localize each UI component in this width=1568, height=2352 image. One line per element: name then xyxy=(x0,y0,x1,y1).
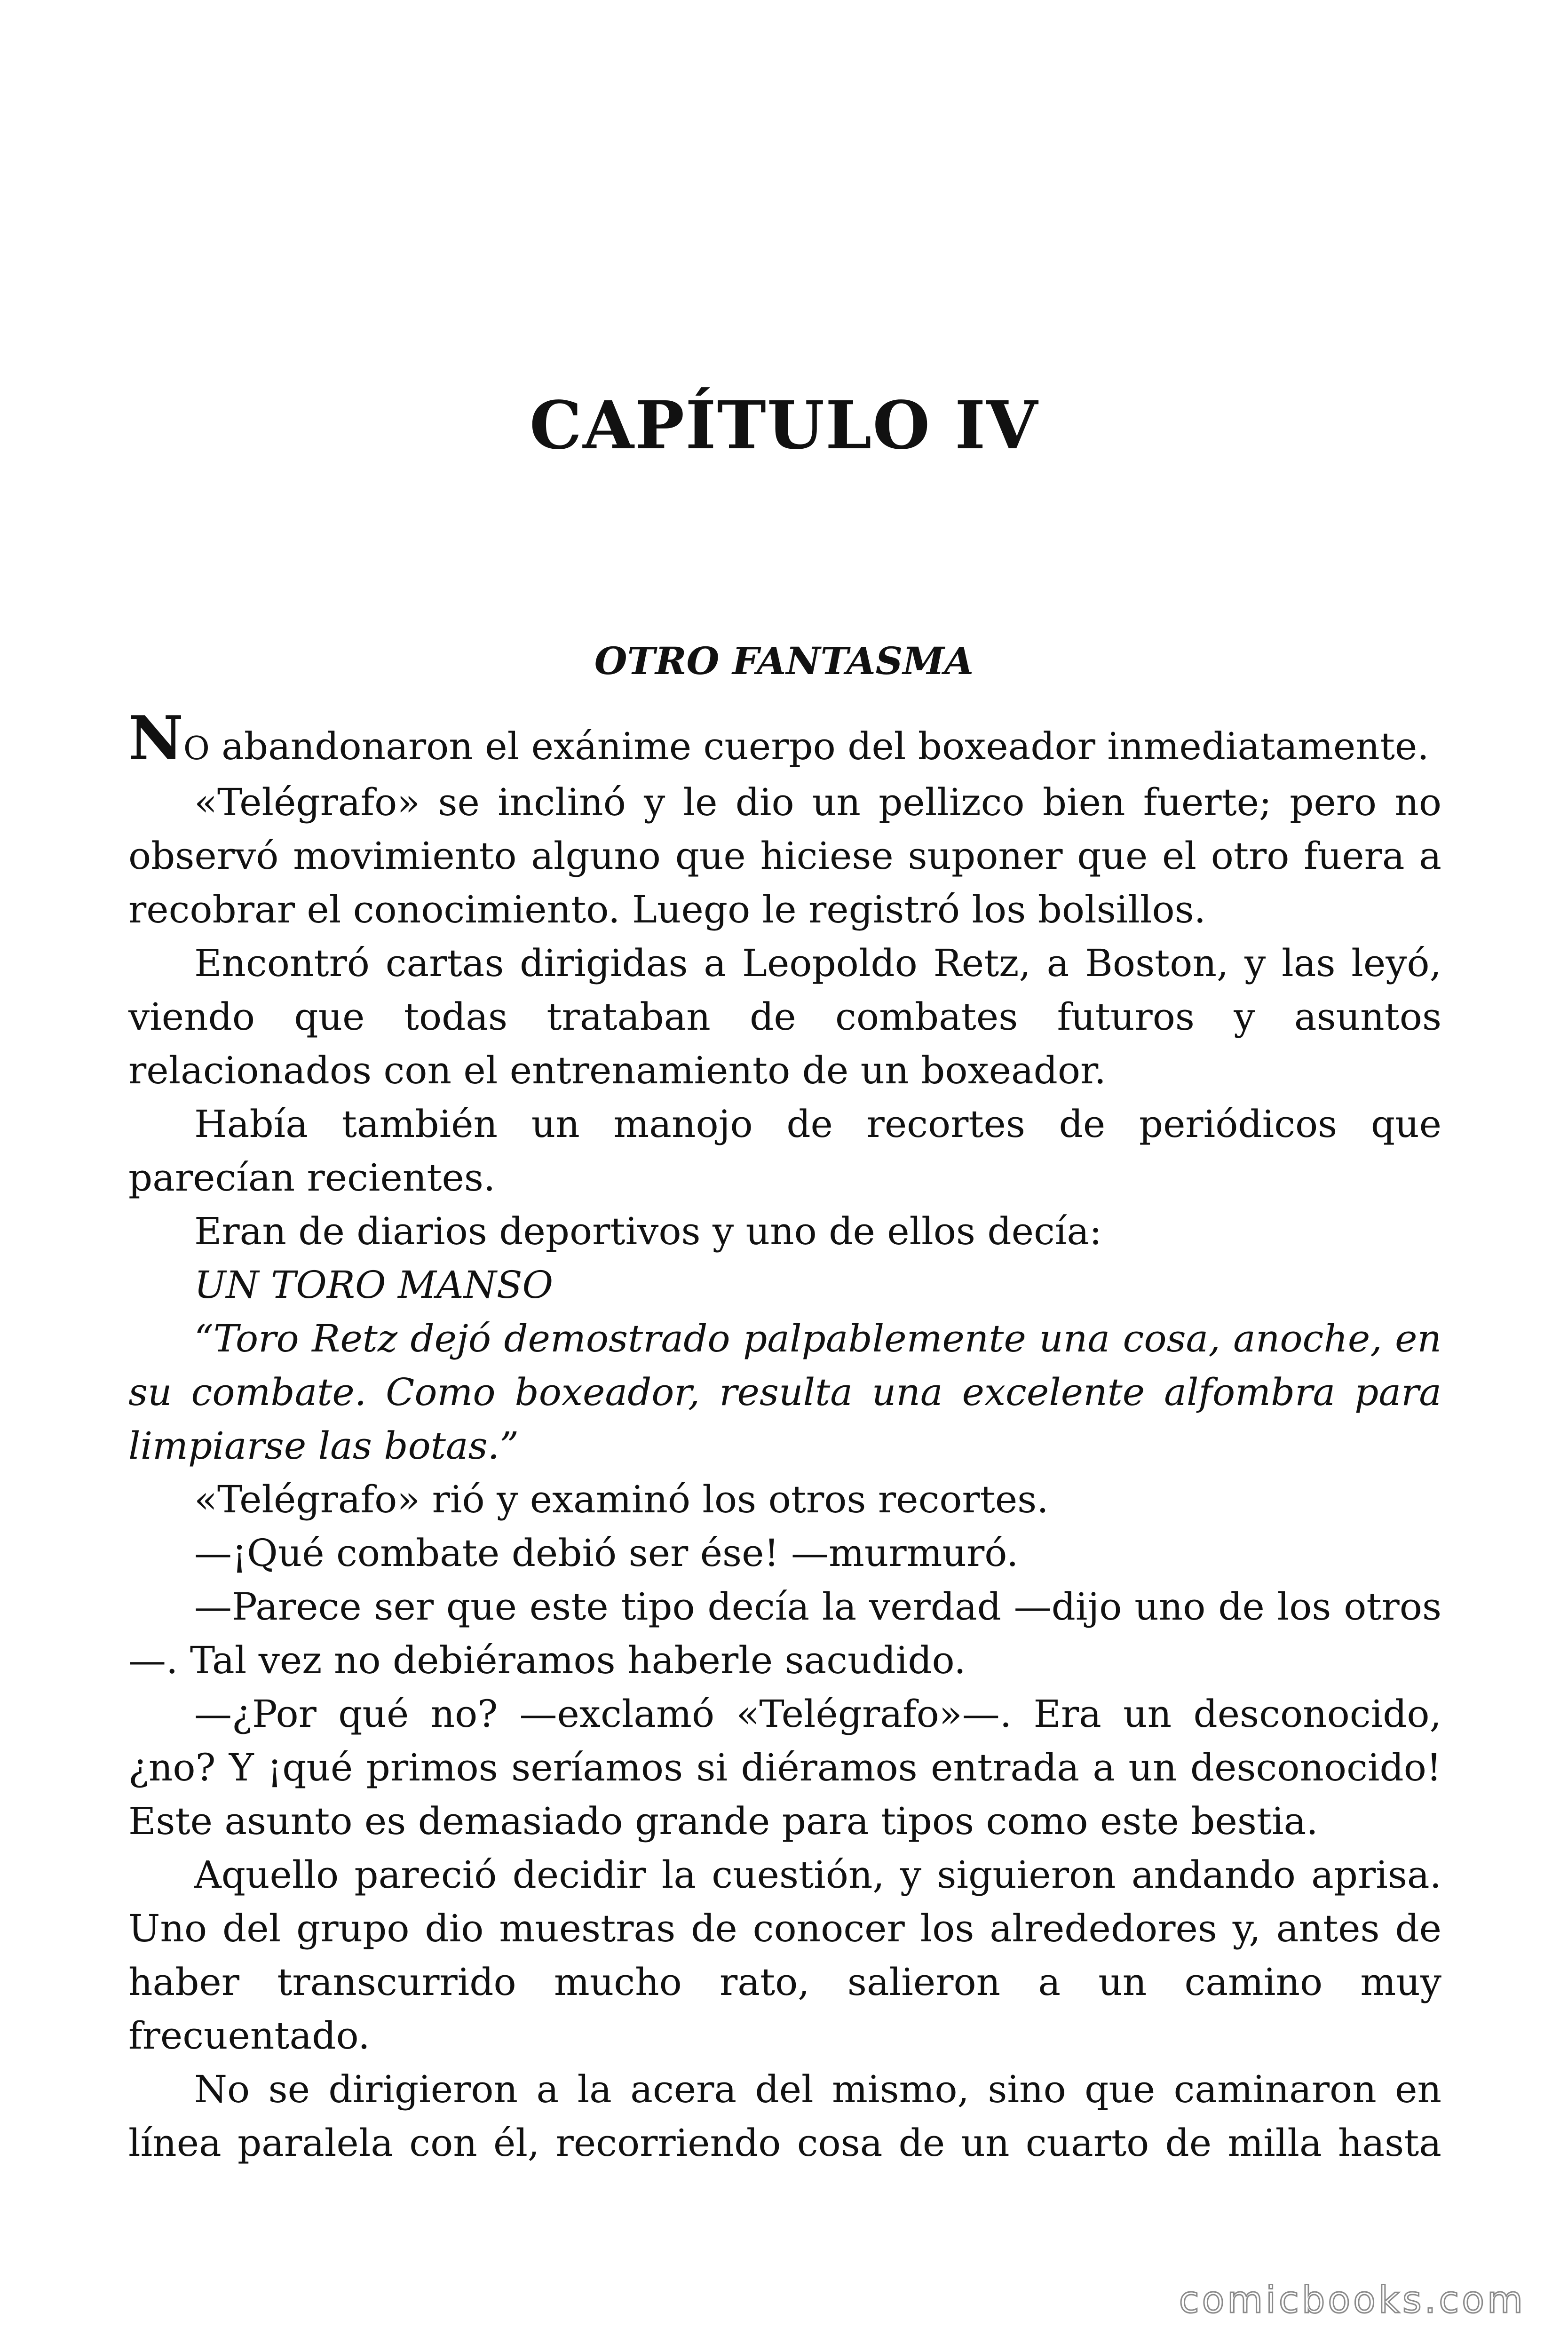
chapter-subtitle: OTRO FANTASMA xyxy=(594,639,974,683)
paragraph: Encontró cartas dirigidas a Leopoldo Retz, a Boston, y las leyó, viendo que todas trataban de combates futuros y asuntos relacionados con el entrenamiento de un boxeador. xyxy=(128,941,1441,1092)
paragraph: Había también un manojo de recortes de periódicos que parecían recientes. xyxy=(128,1102,1441,1200)
paragraph: Aquello pareció decidir la cuestión, y siguieron andando aprisa. Uno del grupo dio muestras de conocer los alrededores y, antes de haber transcurrido mucho rato, salieron a un camino muy frecuentado. xyxy=(128,1853,1441,2058)
chapter-body xyxy=(128,703,1441,2170)
paragraph: Eran de diarios deportivos y uno de ellos decía: xyxy=(194,1209,1102,1253)
opening-text: abandonaron el exánime cuerpo del boxeador inmediatamente. xyxy=(209,724,1429,768)
site-watermark: comicbooks.com xyxy=(1179,2279,1526,2321)
clipping-headline: UN TORO MANSO xyxy=(194,1263,554,1307)
clipping-quote: “Toro Retz dejó demostrado palpablemente una cosa, anoche, en su combate. Como boxeador, resulta una excelente alfombra para limpiarse las botas.” xyxy=(128,1317,1441,1468)
dialogue-line: —¿Por qué no? —exclamó «Telégrafo»—. Era un desconocido, ¿no? Y ¡qué primos seríamos si diéramos entrada a un desconocido! Este asunto es demasiado grande para tipos como este bestia. xyxy=(128,1692,1441,1843)
opening-paragraph xyxy=(128,703,1441,776)
dialogue-line: —¡Qué combate debió ser ése! —murmuró. xyxy=(194,1531,1019,1575)
chapter-title: CAPÍTULO IV xyxy=(529,387,1039,464)
small-cap: O xyxy=(183,730,210,767)
paragraph: «Telégrafo» rió y examinó los otros recortes. xyxy=(194,1478,1049,1521)
paragraph: «Telégrafo» se inclinó y le dio un pellizco bien fuerte; pero no observó movimiento alguno que hiciese suponer que el otro fuera a recobrar el conocimiento. Luego le registró los bolsillos. xyxy=(128,780,1441,931)
drop-cap: N xyxy=(128,703,183,774)
paragraph: No se dirigieron a la acera del mismo, sino que caminaron en línea paralela con él, recorriendo cosa de un cuarto de milla hasta xyxy=(128,2067,1441,2165)
dialogue-line: —Parece ser que este tipo decía la verdad —dijo uno de los otros—. Tal vez no debiéramos haberle sacudido. xyxy=(128,1585,1441,1682)
